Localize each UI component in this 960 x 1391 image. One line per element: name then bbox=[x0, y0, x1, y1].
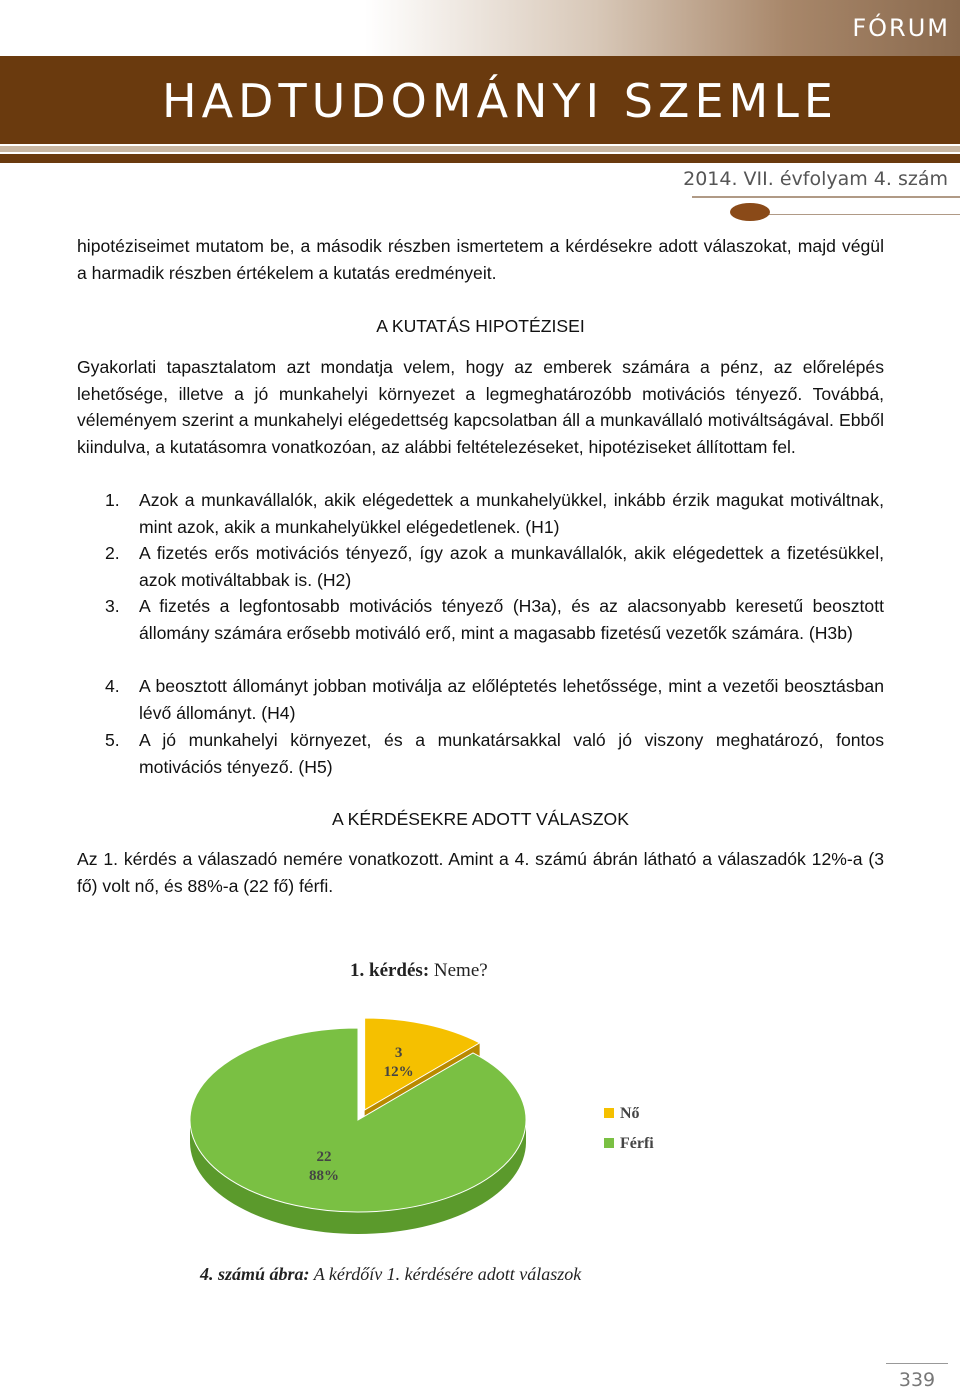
chart-legend bbox=[604, 1105, 654, 1152]
hypothesis-text: Azok a munkavállalók, akik elégedettek a munkahelyükkel, inkább érzik magukat motiváltnak, mint azok, akik a munkahelyükkel elégedetlenek. (H1) bbox=[139, 490, 884, 537]
legend-label-0: Nő bbox=[620, 1105, 640, 1122]
header-divider-light bbox=[0, 146, 960, 152]
chart-title-rest: Neme? bbox=[429, 960, 488, 981]
hypothesis-number: 3. bbox=[105, 596, 120, 616]
hypothesis-item bbox=[77, 727, 884, 780]
header-divider-dark bbox=[0, 154, 960, 163]
hypothesis-text: A fizetés a legfontosabb motivációs tényező (H3a), és az alacsonyabb keresetű beosztott állomány számára erősebb motiváló erő, mint a magasabb fizetésű vezetők számára. (H3b) bbox=[139, 596, 884, 643]
hypothesis-item bbox=[77, 487, 884, 540]
title-band bbox=[0, 56, 960, 144]
section-heading-hypotheses: A KUTATÁS HIPOTÉZISEI bbox=[376, 316, 585, 336]
answers-paragraph: Az 1. kérdés a válaszadó nemére vonatkozott. Amint a 4. számú ábrán látható a válaszadók 12%-a (3 fő) volt nő, és 88%-a (22 fő) férfi. bbox=[77, 849, 884, 896]
decorative-line-thin bbox=[740, 214, 960, 215]
intro-paragraph: hipotéziseimet mutatom be, a második részben ismertetem a kérdésekre adott válaszokat, majd végül a harmadik részben értékelem a kutatás eredményeit. bbox=[77, 236, 884, 283]
pie-percent-label-0: 12% bbox=[383, 1063, 414, 1080]
chart-caption-bold: 4. számú ábra: bbox=[200, 1264, 310, 1284]
decorative-oval bbox=[730, 203, 770, 221]
chart-title bbox=[350, 960, 488, 981]
journal-title: HADTUDOMÁNYI SZEMLE bbox=[162, 74, 838, 128]
page-number: 339 bbox=[898, 1369, 936, 1391]
page-number-divider bbox=[886, 1363, 948, 1364]
hypothesis-text: A fizetés erős motivációs tényező, így azok a munkavállalók, akik elégedettek a fizetésükkel, azok motiváltabbak is. (H2) bbox=[139, 543, 884, 590]
hypothesis-number: 1. bbox=[105, 490, 120, 510]
pie-value-label-0: 3 bbox=[394, 1044, 403, 1061]
hypothesis-number: 2. bbox=[105, 543, 120, 563]
section-heading-answers: A KÉRDÉSEKRE ADOTT VÁLASZOK bbox=[332, 809, 629, 829]
header-gradient-bar bbox=[0, 0, 960, 56]
pie-chart bbox=[190, 1018, 526, 1234]
pie-value-label-1: 22 bbox=[316, 1149, 332, 1166]
hypothesis-item bbox=[77, 673, 884, 726]
chart-title-bold: 1. kérdés: bbox=[350, 960, 430, 981]
pie-chart-figure bbox=[180, 950, 780, 1290]
legend-swatch-1 bbox=[604, 1138, 614, 1148]
hypothesis-number: 4. bbox=[105, 676, 120, 696]
hypothesis-text: A jó munkahelyi környezet, és a munkatársakkal való jó viszony meghatározó, fontos motivációs tényező. (H5) bbox=[139, 730, 884, 777]
chart-caption bbox=[199, 1264, 582, 1284]
pie-percent-label-1: 88% bbox=[308, 1168, 339, 1185]
hypothesis-text: A beosztott állományt jobban motiválja az előléptetés lehetőssége, mint a vezetői beosztásban lévő állományt. (H4) bbox=[139, 676, 884, 723]
chart-caption-rest: A kérdőív 1. kérdésére adott válaszok bbox=[309, 1264, 582, 1284]
legend-swatch-0 bbox=[604, 1108, 614, 1118]
hypothesis-number: 5. bbox=[105, 730, 120, 750]
pie-slice-1 bbox=[190, 1028, 526, 1212]
hypothesis-item bbox=[77, 540, 884, 593]
hypothesis-item bbox=[77, 593, 884, 646]
forum-label: FÓRUM bbox=[852, 14, 950, 42]
issue-info: 2014. VII. évfolyam 4. szám bbox=[683, 168, 948, 190]
decorative-line bbox=[692, 196, 960, 198]
hypotheses-intro-paragraph: Gyakorlati tapasztalatom azt mondatja velem, hogy az emberek számára a pénz, az előrelépés lehetősége, illetve a jó munkahelyi környezet a legmeghatározóbb motivációs tényező. Továbbá, véleményem szerint a munkahelyi elégedettség kapcsolatban áll a munkavállaló motiváltságával. Ebből kiindulva, a kutatásomra vonatkozóan, az alábbi feltételezéseket, hipotéziseket állítottam fel. bbox=[77, 357, 884, 457]
legend-label-1: Férfi bbox=[620, 1135, 654, 1152]
